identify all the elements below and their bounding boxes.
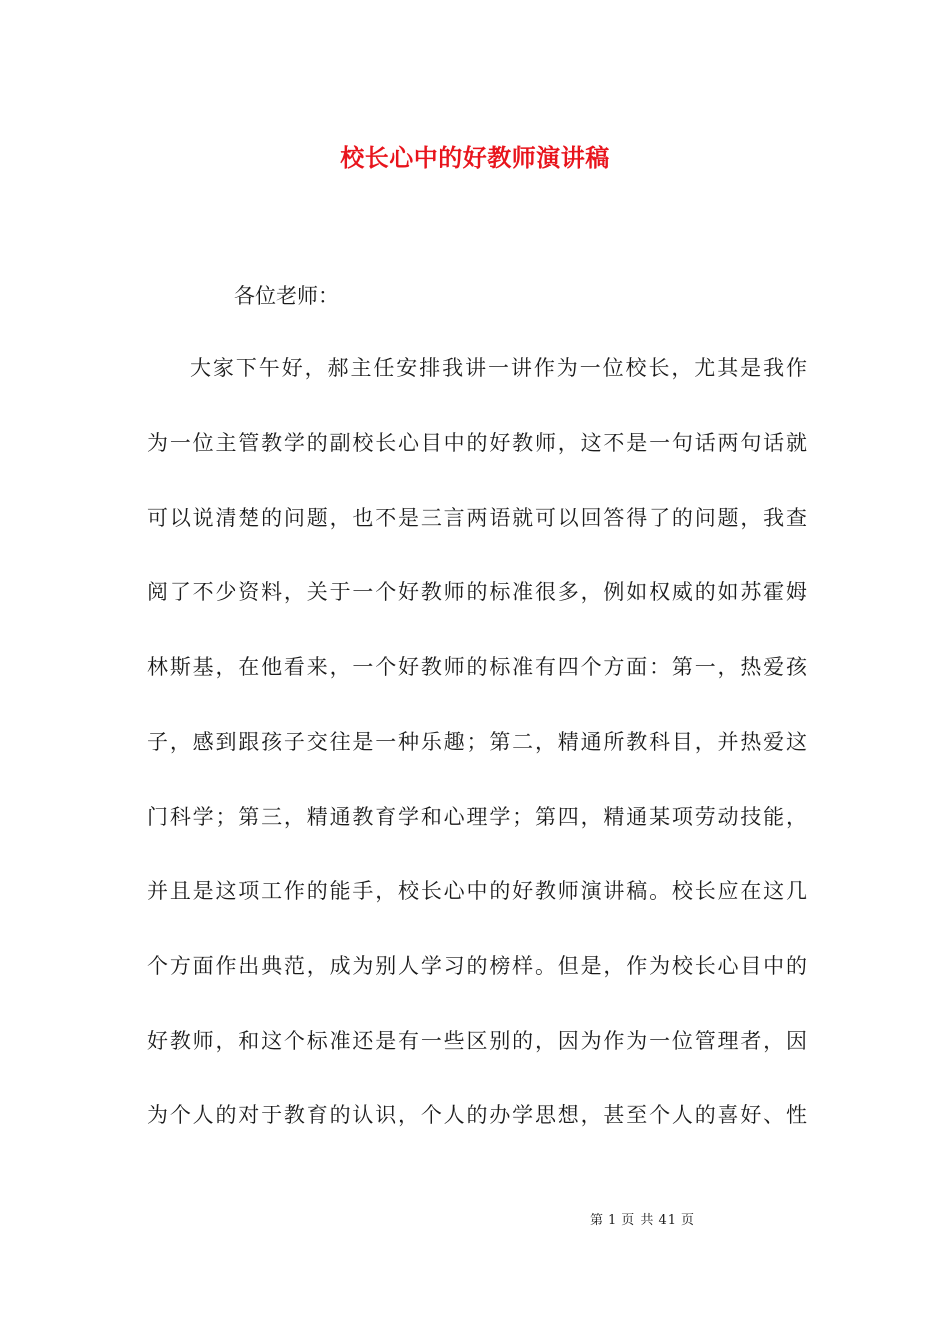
- page-footer: [590, 1209, 699, 1228]
- paragraph-line-11: 为个人的对于教育的认识，个人的办学思想，甚至个人的喜好、性: [147, 1103, 807, 1127]
- footer-suffix: 页: [680, 1213, 695, 1228]
- paragraph-line-3: 可以说清楚的问题，也不是三言两语就可以回答得了的问题，我查: [147, 506, 807, 530]
- paragraph-line-1: 大家下午好，郝主任安排我讲一讲作为一位校长，尤其是我作: [190, 356, 807, 380]
- document-title: 校长心中的好教师演讲稿: [340, 143, 610, 172]
- paragraph-line-7: 门科学；第三，精通教育学和心理学；第四，精通某项劳动技能，: [147, 805, 807, 829]
- paragraph-line-5: 林斯基，在他看来，一个好教师的标准有四个方面：第一，热爱孩: [147, 655, 807, 679]
- paragraph-line-4: 阅了不少资料，关于一个好教师的标准很多，例如权威的如苏霍姆: [147, 580, 807, 604]
- footer-middle: 页 共: [621, 1213, 655, 1228]
- paragraph-line-8: 并且是这项工作的能手，校长心中的好教师演讲稿。校长应在这几: [147, 879, 807, 903]
- footer-page-number: 1: [608, 1213, 618, 1228]
- greeting-line: 各位老师：: [234, 284, 339, 308]
- paragraph-line-2: 为一位主管教学的副校长心目中的好教师，这不是一句话两句话就: [147, 431, 807, 455]
- paragraph-line-9: 个方面作出典范，成为别人学习的榜样。但是，作为校长心目中的: [147, 954, 807, 978]
- paragraph-line-10: 好教师，和这个标准还是有一些区别的，因为作为一位管理者，因: [147, 1029, 807, 1053]
- footer-total-pages: 41: [658, 1213, 677, 1228]
- paragraph-line-6: 子，感到跟孩子交往是一种乐趣；第二，精通所教科目，并热爱这: [147, 730, 807, 754]
- footer-prefix: 第: [590, 1213, 605, 1228]
